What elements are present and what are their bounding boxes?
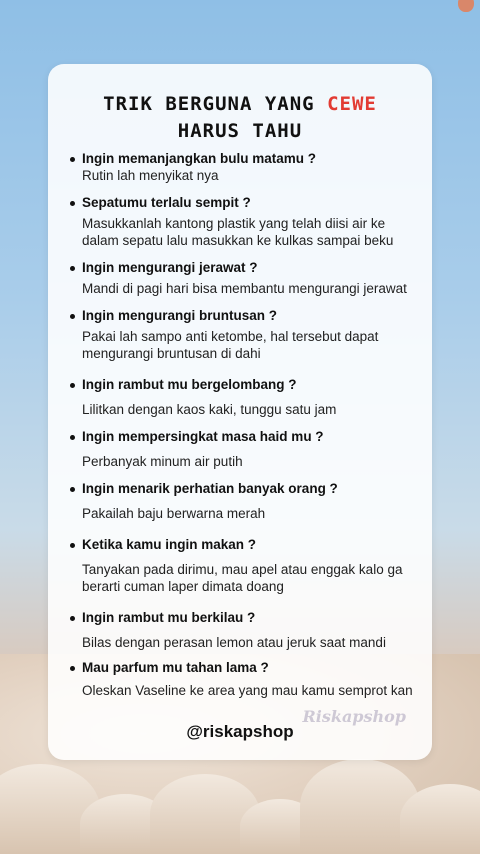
tip-answer: Tanyakan pada dirimu, mau apel atau enggak kalo ga berarti cuman laper dimata doang	[82, 562, 403, 594]
tip-answer: Bilas dengan perasan lemon atau jeruk saat mandi	[82, 635, 386, 650]
list-item	[68, 194, 418, 249]
tips-list	[68, 150, 418, 699]
tip-answer: Rutin lah menyikat nya	[82, 168, 219, 183]
tip-answer: Mandi di pagi hari bisa membantu mengurangi jerawat	[82, 281, 407, 296]
tip-question: Ketika kamu ingin makan ?	[82, 537, 257, 552]
list-item	[68, 428, 418, 470]
tip-question: Ingin memanjangkan bulu matamu ?	[82, 151, 317, 166]
tip-question: Sepatumu terlalu sempit ?	[82, 195, 251, 210]
tip-answer: Perbanyak minum air putih	[82, 454, 243, 469]
tip-answer: Masukkanlah kantong plastik yang telah diisi air ke dalam sepatu lalu masukkan ke kulkas sampai beku	[82, 216, 394, 248]
title-line2: HARUS TAHU	[177, 120, 303, 142]
tip-answer: Pakailah baju berwarna merah	[82, 506, 266, 521]
tip-question: Mau parfum mu tahan lama ?	[82, 660, 269, 675]
tip-question: Ingin mengurangi bruntusan ?	[82, 308, 277, 323]
account-handle: @riskapshop	[186, 722, 294, 741]
list-item	[68, 480, 418, 522]
list-item	[68, 536, 418, 595]
title-accent-word: CEWE	[327, 93, 377, 115]
list-item	[68, 376, 418, 418]
tip-question: Ingin rambut mu berkilau ?	[82, 610, 256, 625]
tip-question: Ingin mengurangi jerawat ?	[82, 260, 258, 275]
tip-question: Ingin mempersingkat masa haid mu ?	[82, 429, 324, 444]
tip-question: Ingin menarik perhatian banyak orang ?	[82, 481, 338, 496]
tip-answer: Lilitkan dengan kaos kaki, tunggu satu jam	[82, 402, 337, 417]
list-item	[68, 609, 418, 651]
watermark-logo: Riskapshop	[302, 707, 406, 726]
list-item	[68, 259, 418, 297]
tips-card	[48, 64, 432, 760]
title-line1: TRIK BERGUNA YANG	[103, 93, 315, 115]
tip-answer: Oleskan Vaseline ke area yang mau kamu semprot kan	[82, 683, 413, 698]
tip-answer: Pakai lah sampo anti ketombe, hal tersebut dapat mengurangi bruntusan di dahi	[82, 329, 379, 361]
list-item	[68, 150, 418, 184]
list-item	[68, 659, 418, 699]
page-title	[48, 91, 432, 145]
hot-air-balloon-decoration	[458, 0, 474, 12]
tip-question: Ingin rambut mu bergelombang ?	[82, 377, 297, 392]
list-item	[68, 307, 418, 362]
